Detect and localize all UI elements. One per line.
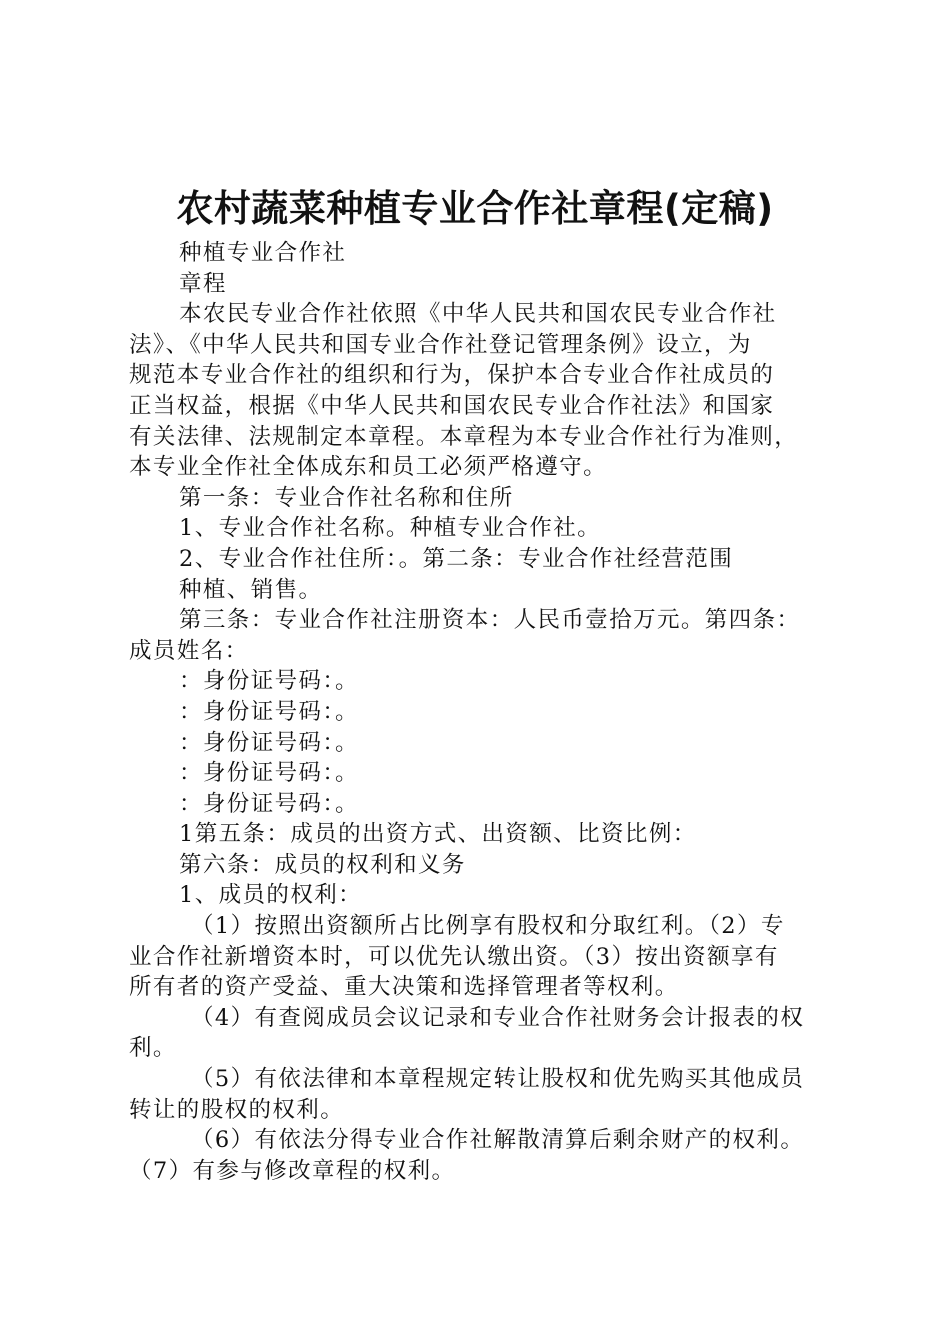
article-1-heading: 第一条：专业合作社名称和住所: [179, 484, 514, 511]
document-title: 农村蔬菜种植专业合作社章程(定稿): [176, 187, 774, 230]
right-item: （4）有查阅成员会议记录和专业合作社财务会计报表的权: [191, 1004, 805, 1031]
preamble-line: 本农民专业合作社依照《中华人民共和国农民专业合作社: [179, 301, 777, 328]
preamble-line: 有关法律、法规制定本章程。本章程为本专业合作社行为准则，: [129, 423, 799, 450]
member-id-line: ：身份证号码：。: [179, 729, 359, 756]
right-item: 转让的股权的权利。: [129, 1096, 345, 1123]
preamble-line: 本专业全作社全体成东和员工必须严格遵守。: [129, 454, 608, 481]
preamble-line: 规范本专业合作社的组织和行为，保护本合专业合作社成员的: [129, 362, 775, 389]
member-id-line: ：身份证号码：。: [179, 698, 359, 725]
right-item: （7）有参与修改章程的权利。: [129, 1157, 456, 1184]
article-2-content: 种植、销售。: [179, 576, 323, 603]
article-1-item: 1、专业合作社名称。种植专业合作社。: [179, 515, 602, 542]
charter-label: 章程: [179, 270, 227, 297]
right-item: 所有者的资产受益、重大决策和选择管理者等权利。: [129, 974, 679, 1001]
preamble-line: 法》、《中华人民共和国专业合作社登记管理条例》设立，为: [129, 331, 752, 358]
right-item: （1）按照出资额所占比例享有股权和分取红利。（2）专: [191, 913, 785, 940]
article-3-4-line: 第三条：专业合作社注册资本：人民币壹拾万元。第四条：: [179, 607, 801, 634]
preamble-line: 正当权益，根据《中华人民共和国农民专业合作社法》和国家: [129, 392, 775, 419]
org-name-line: 种植专业合作社: [179, 240, 347, 266]
right-item: 业合作社新增资本时，可以优先认缴出资。（3）按出资额享有: [129, 943, 779, 970]
article-1-item: 2、专业合作社住所：。第二条：专业合作社经营范围: [179, 545, 734, 572]
rights-heading: 1、成员的权利：: [179, 882, 363, 909]
member-id-line: ：身份证号码：。: [179, 668, 359, 695]
right-item: （5）有依法律和本章程规定转让股权和优先购买其他成员: [191, 1066, 805, 1093]
right-item: 利。: [129, 1035, 177, 1062]
member-id-line: ：身份证号码：。: [179, 790, 359, 817]
document-body: [129, 238, 841, 1186]
member-name-label: 成员姓名：: [129, 637, 249, 664]
article-6-heading: 第六条：成员的权利和义务: [179, 851, 466, 878]
member-id-line: ：身份证号码：。: [179, 760, 359, 787]
article-5-heading: 1第五条：成员的出资方式、出资额、比资比例：: [179, 821, 697, 848]
right-item: （6）有依法分得专业合作社解散清算后剩余财产的权利。: [191, 1127, 805, 1154]
